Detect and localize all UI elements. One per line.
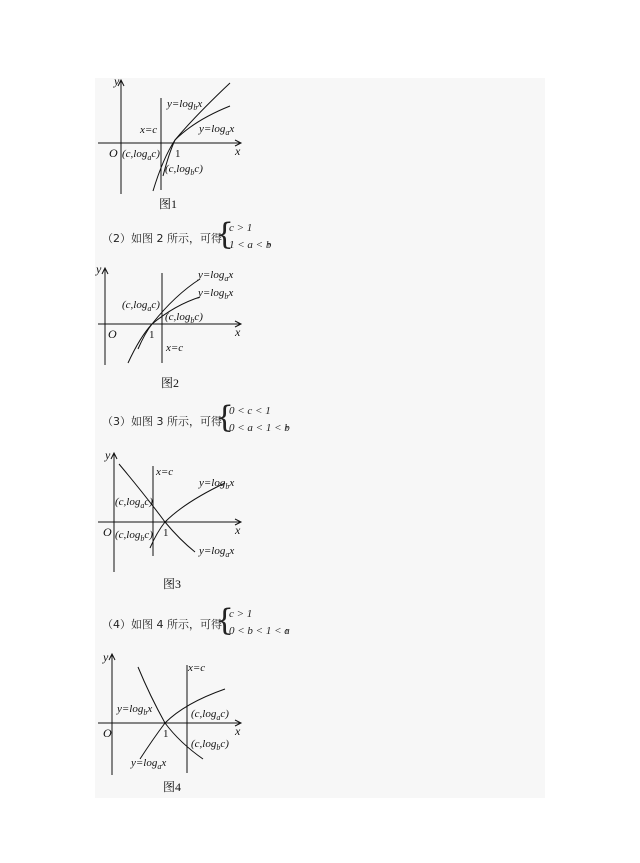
label-y: y (96, 265, 102, 276)
label-one: 1 (163, 527, 169, 539)
document-page (95, 78, 545, 798)
label-y: y (105, 450, 111, 462)
label-curve-log-b: $y=\log_bx$ (198, 287, 234, 301)
label-curve-log-b: $y=\log_bx$ (199, 477, 235, 491)
condition-3-tail: ， (285, 417, 296, 430)
label-y: y (114, 78, 120, 88)
label-origin: O (108, 327, 117, 341)
condition-4-lead: （4）如图 4 所示，可得 (102, 618, 222, 631)
label-one: 1 (163, 728, 169, 740)
condition-2 (102, 217, 362, 256)
figure-1-caption: 图1 (159, 197, 178, 211)
curve-log-b (150, 483, 225, 548)
label-x-equals-c: x=c (166, 342, 184, 354)
figure-3 (95, 450, 545, 575)
label-origin: O (103, 525, 112, 539)
figure-2 (95, 265, 545, 375)
condition-4-line1: c > 1 (229, 608, 253, 620)
figure-4-caption: 图4 (163, 780, 182, 794)
label-point-a: $(c,\log_ac)$ (191, 708, 229, 722)
label-y: y (103, 651, 109, 664)
figure-2-caption: 图2 (161, 376, 180, 390)
label-point-b: $(c,\log_bc)$ (165, 311, 203, 325)
label-point-a: $(c,\log_ac)$ (115, 496, 153, 510)
brace-icon: { (215, 217, 235, 252)
label-x: x (235, 325, 241, 339)
label-x-equals-c: x=c (140, 124, 158, 136)
condition-2-lead: （2）如图 2 所示，可得 (102, 232, 222, 245)
label-curve-log-a: $y=\log_ax$ (199, 545, 235, 559)
label-one: 1 (149, 329, 155, 341)
brace-icon: { (215, 603, 235, 638)
label-curve-log-a: $y=\log_ax$ (131, 757, 167, 771)
label-point-b: $(c,\log_bc)$ (115, 529, 153, 543)
label-curve-log-a: $y=\log_ax$ (198, 269, 234, 283)
label-one: 1 (175, 148, 181, 160)
label-x-equals-c: x=c (188, 662, 206, 674)
condition-4 (102, 603, 362, 642)
label-origin: O (103, 726, 112, 740)
label-curve-log-a: $y=\log_ax$ (199, 123, 235, 137)
condition-3 (102, 400, 362, 439)
label-curve-log-b: $y=\log_bx$ (167, 98, 203, 112)
figure-3-caption: 图3 (163, 577, 182, 591)
condition-4-line2: 0 < b < 1 < a (229, 625, 290, 637)
condition-2-tail: ， (267, 234, 278, 247)
condition-3-line1: 0 < c < 1 (229, 405, 271, 417)
condition-2-line2: 1 < a < b (229, 239, 272, 251)
label-origin: O (109, 146, 118, 160)
condition-3-line2: 0 < a < 1 < b (229, 422, 290, 434)
label-x: x (235, 144, 241, 158)
label-point-a: $(c,\log_ac)$ (122, 299, 160, 313)
label-x: x (235, 523, 241, 537)
condition-3-lead: （3）如图 3 所示，可得 (102, 415, 222, 428)
label-x-equals-c: x=c (156, 466, 174, 478)
condition-2-line1: c > 1 (229, 222, 253, 234)
figure-1 (95, 78, 545, 203)
label-point-a: $(c,\log_ac)$ (122, 148, 160, 162)
brace-icon: { (215, 400, 235, 435)
label-x: x (235, 724, 241, 738)
label-curve-log-b: $y=\log_bx$ (117, 703, 153, 717)
label-point-b: $(c,\log_bc)$ (191, 738, 229, 752)
condition-4-tail: ， (285, 620, 296, 633)
figure-4 (95, 651, 545, 776)
label-point-b: $(c,\log_bc)$ (165, 163, 203, 177)
